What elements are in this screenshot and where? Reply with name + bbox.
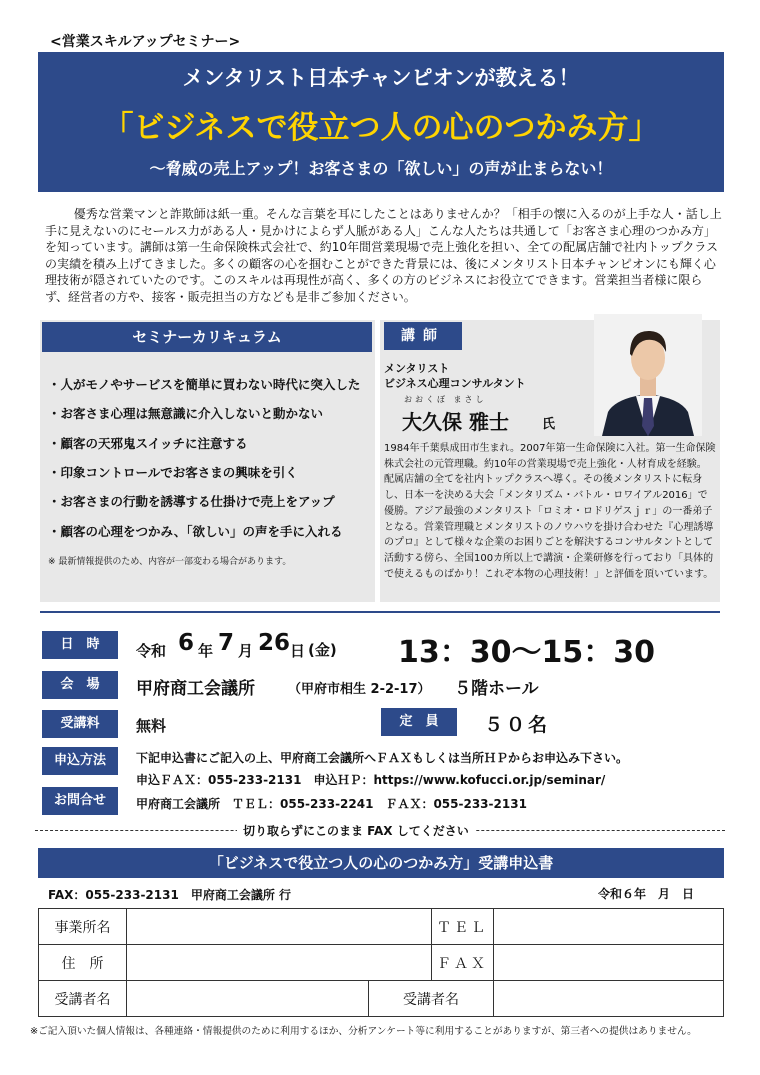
form-date: 令和６年 月 日 (598, 887, 695, 901)
apply-label: 申込方法 (42, 747, 118, 775)
apply-contact: 申込ＦＡＸ：055-233-2131 申込ＨＰ：https://www.kofucci.or.jp/seminar/ (136, 773, 606, 787)
address-label: 住 所 (39, 945, 127, 981)
venue-address: （甲府市相生 2-2-17） (288, 682, 431, 697)
lecturer-honorific: 氏 (542, 417, 556, 432)
lecturer-name-reading: おおくぼ まさし (404, 395, 487, 404)
attendee-label: 受講者名 (39, 981, 127, 1017)
lecturer-name: 大久保 雅士 (402, 410, 509, 434)
banner-line-1: メンタリスト日本チャンピオンが教える！ (182, 66, 580, 90)
capacity-value: ５０名 (484, 714, 551, 736)
fee-label: 受講料 (42, 710, 118, 738)
office-label: 事業所名 (39, 909, 127, 945)
curriculum-item: ・顧客の心理をつかみ、「欲しい」の声を手に入れる (48, 524, 343, 539)
date-month: 7 (218, 630, 235, 656)
date-weekday: (金) (308, 641, 337, 659)
lecturer-role: ビジネス心理コンサルタント (384, 377, 526, 390)
tel-field[interactable] (494, 909, 724, 945)
venue-name: 甲府商工会議所 (136, 679, 255, 699)
tel-label: ＴＥＬ (432, 909, 494, 945)
date-year-unit: 年 (198, 642, 214, 660)
office-field[interactable] (127, 909, 432, 945)
capacity-label: 定 員 (381, 708, 457, 736)
intro-paragraph: 優秀な営業マンと詐欺師は紙一重。そんな言葉を耳にしたことはありませんか？「相手の懐に入るのが上手な人・話し上手に見えないのにセールス力がある人・見かけによらず人脈がある人」こんな人たちは共通して「お客さま心理のつかみ方」を知っています。講師は第一生命保険株式会社で、約10年間営業現場で売上強化を担い、全ての配属店舗で社内トップクラスの実績を積み上げてきました。多くの顧客の心を掴むことができた背景には、後にメンタリスト日本チャンピオンにも輝く心理技術が隠されていたのです。このスキルは再現性が高く、多くの方のビジネスにお役立てできます。営業担当者様に限らず、経営者の方や、接客・販売担当の方なども是非ご参加ください。 (45, 207, 722, 304)
form-title: 「ビジネスで役立つ人の心のつかみ方」受講申込書 (38, 848, 724, 878)
curriculum-item: ・顧客の天邪鬼スイッチに注意する (48, 436, 248, 451)
fax-field[interactable] (494, 945, 724, 981)
curriculum-heading: セミナーカリキュラム (42, 322, 372, 352)
lecturer-heading: 講師 (384, 322, 462, 350)
date-label: 日 時 (42, 631, 118, 659)
fax-label: ＦＡＸ (432, 945, 494, 981)
date-day-unit: 日 (290, 642, 306, 660)
venue-floor: ５階ホール (454, 679, 539, 699)
application-form-table (38, 908, 724, 1017)
lecturer-photo (594, 314, 702, 436)
seminar-title: 「ビジネスで役立つ人の心のつかみ方」 (102, 110, 660, 146)
lecturer-role: メンタリスト (384, 362, 450, 375)
attendee-field[interactable] (494, 981, 724, 1017)
date-year: 6 (178, 630, 195, 656)
date-month-unit: 月 (238, 642, 254, 660)
date-day: 26 (258, 630, 291, 656)
fee-value: 無料 (136, 717, 167, 735)
curriculum-item: ・お客さまの行動を誘導する仕掛けで売上をアップ (48, 494, 335, 509)
form-fax-destination: FAX：055-233-2131 甲府商工会議所 行 (48, 888, 291, 902)
inquiry-label: お問合せ (42, 787, 118, 815)
curriculum-item: ・印象コントロールでお客さまの興味を引く (48, 465, 298, 480)
curriculum-item: ・お客さま心理は無意識に介入しないと動かない (48, 406, 324, 421)
inquiry-contact: 甲府商工会議所 ＴＥＬ：055-233-2241 ＦＡＸ：055-233-2131 (136, 797, 527, 811)
attendee-field[interactable] (127, 981, 369, 1017)
title-banner (38, 52, 724, 192)
banner-subtitle: ～脅威の売上アップ！お客さまの「欲しい」の声が止まらない！ (149, 159, 613, 178)
date-era: 令和 (136, 642, 167, 660)
event-time: 13：30～15：30 (398, 635, 655, 670)
address-field[interactable] (127, 945, 432, 981)
attendee-label: 受講者名 (369, 981, 494, 1017)
curriculum-note: ※ 最新情報提供のため、内容が一部変わる場合があります。 (48, 557, 292, 567)
section-divider (40, 611, 720, 613)
curriculum-item: ・人がモノやサービスを簡単に買わない時代に突入した (48, 377, 361, 392)
series-label: <営業スキルアップセミナー> (50, 34, 241, 50)
venue-label: 会 場 (42, 671, 118, 699)
lecturer-bio: 1984年千葉県成田市生まれ。2007年第一生命保険に入社。第一生命保険株式会社の元管理職。約10年の営業現場で売上強化・人材育成を経験。配属店舗の全てを社内トップクラスへ導く。その後メンタリストに転身し、日本一を決める大会「メンタリズム・バトル・ロワイアル2016」で優勝。アジア最強のメンタリスト「ロミオ・ロドリゲスｊｒ」の一番弟子となる。営業管理職とメンタリストのノウハウを掛け合わせた『心理誘導のプロ』として様々な企業のお困りごとを解決するコンサルタントとして活動する傍ら、全国100カ所以上で講演・企業研修を行っており「具体的で使えるものばかり！これぞ本物の心理技術！」と評価を頂いています。 (384, 443, 716, 580)
privacy-footnote: ※ご記入頂いた個人情報は、各種連絡・情報提供のために利用するほか、分析アンケート等に利用することがありますが、第三者への提供はありません。 (30, 1026, 697, 1037)
cut-instruction: 切り取らずにこのまま FAX してください (237, 822, 475, 839)
apply-instructions: 下記申込書にご記入の上、甲府商工会議所へＦＡＸもしくは当所ＨＰからお申込み下さい。 (136, 751, 629, 765)
